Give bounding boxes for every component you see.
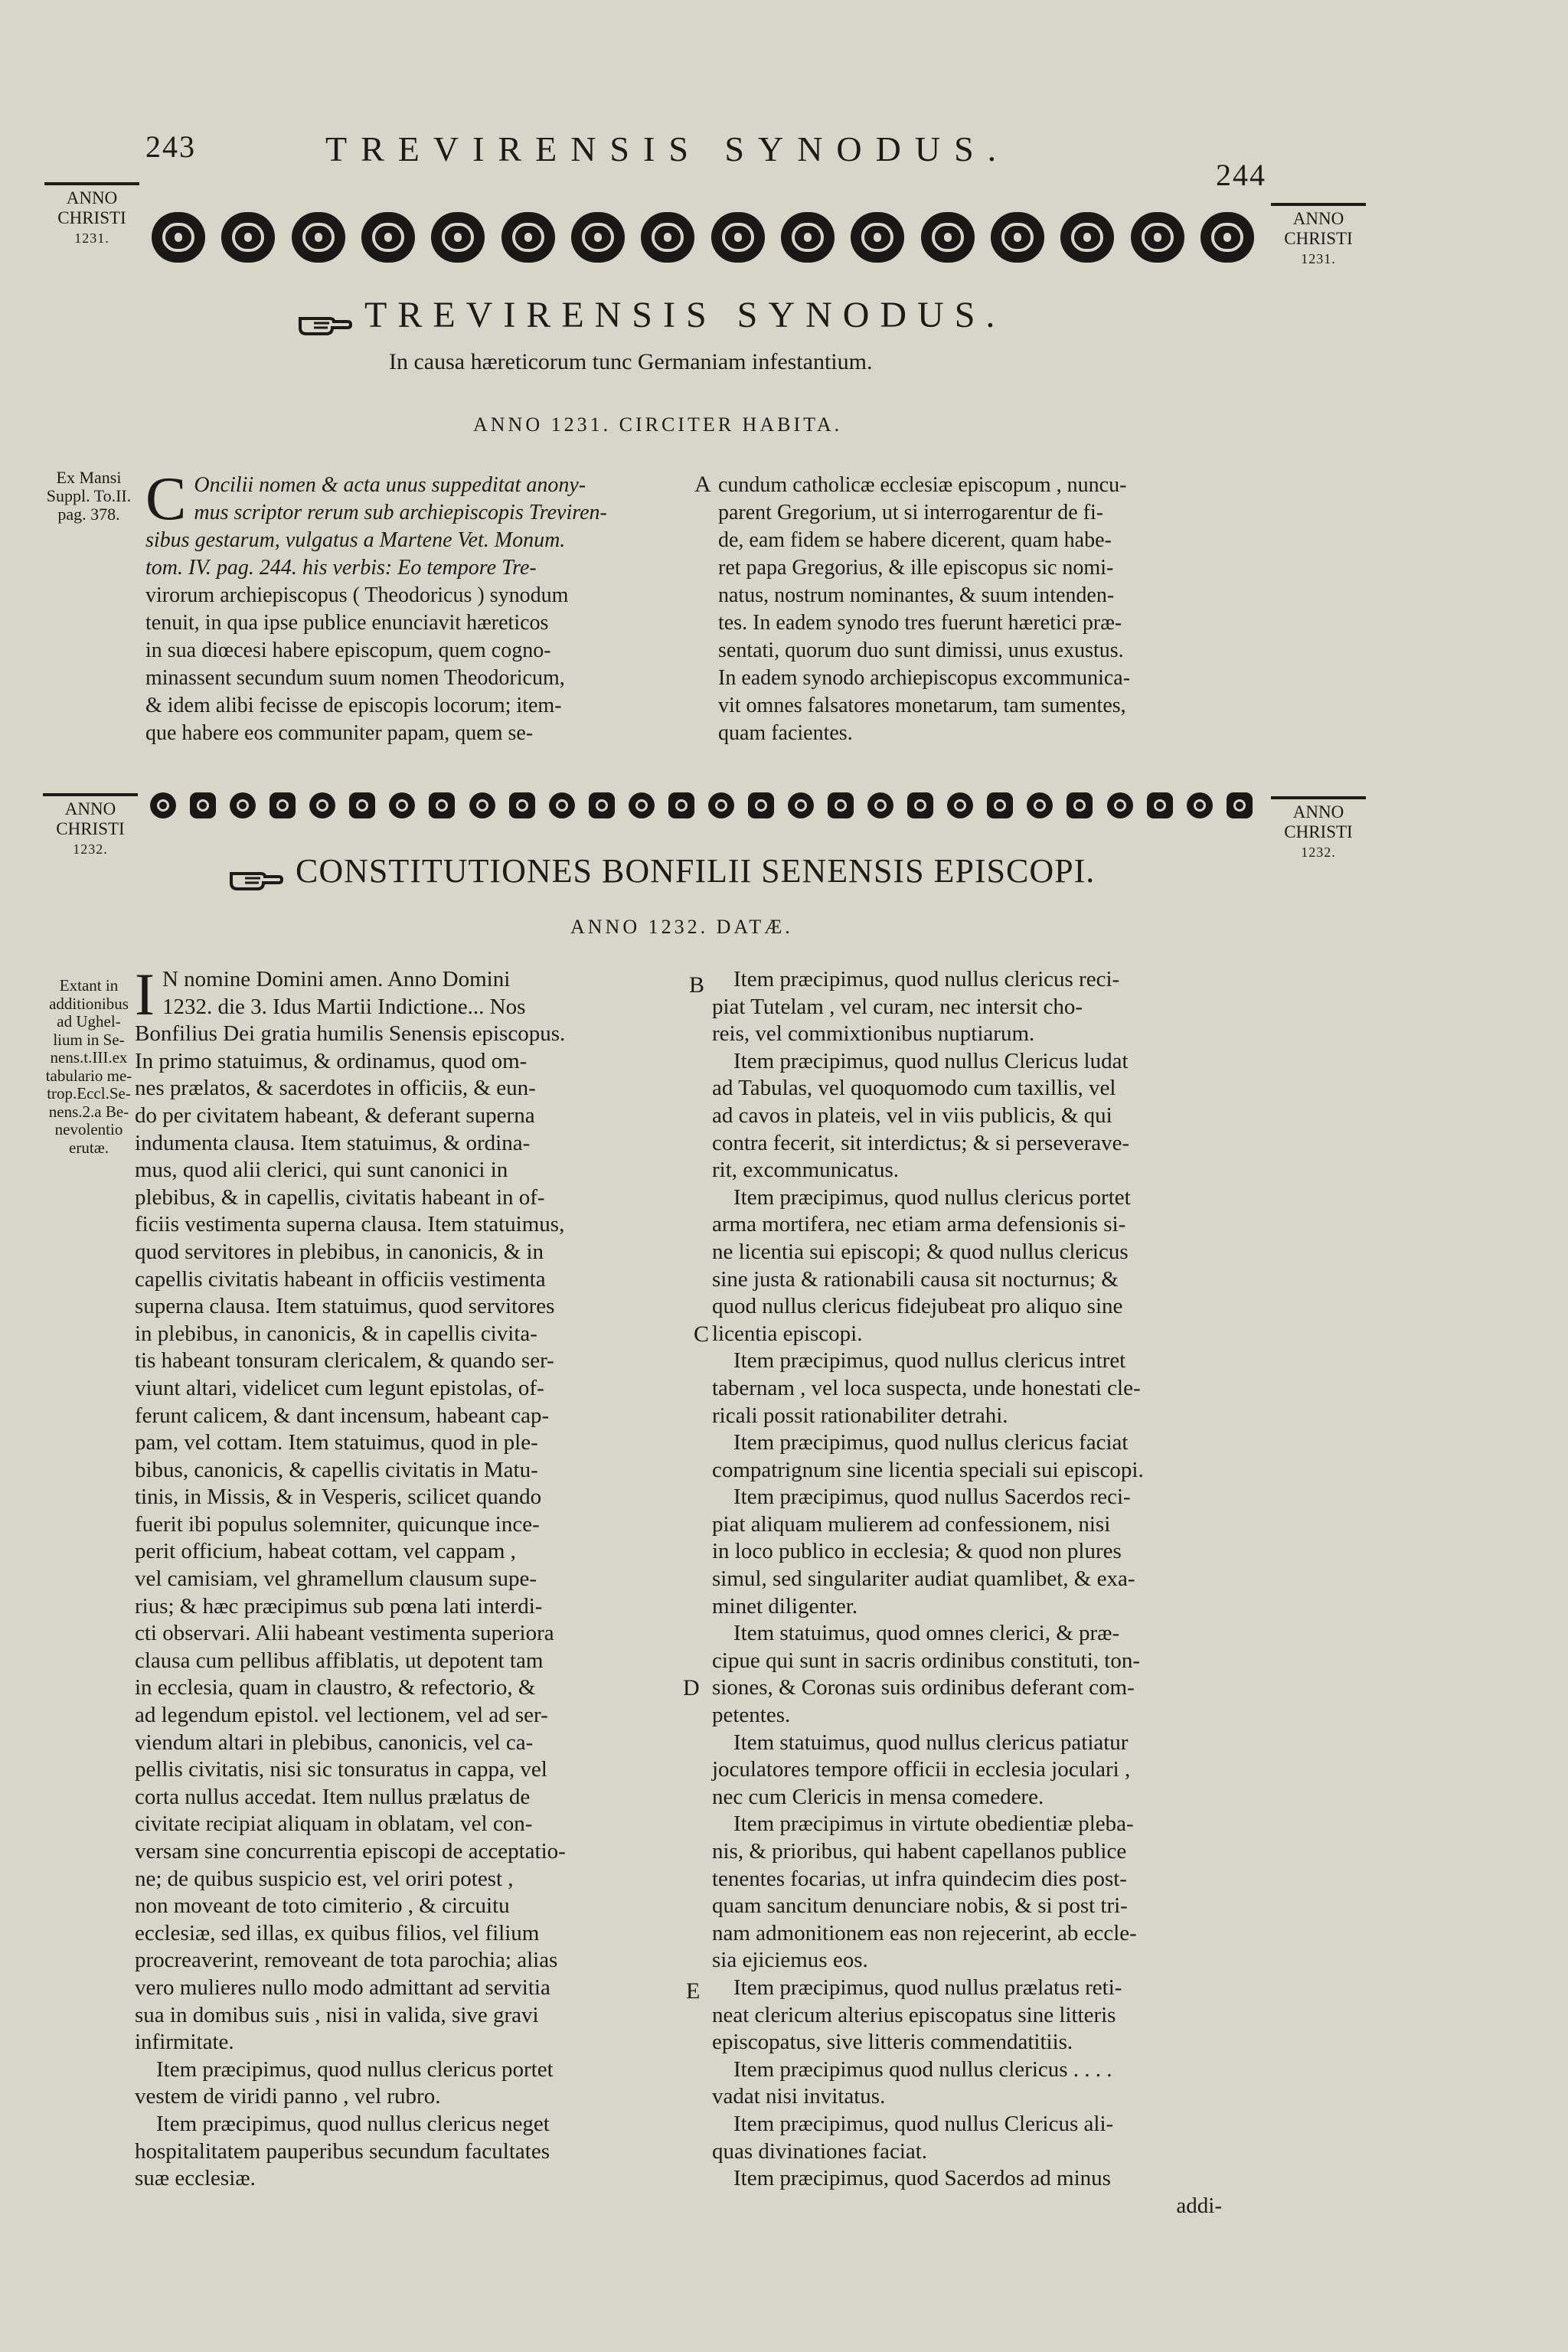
text-line: vit omnes falsatores monetarum, tam sumentes, <box>718 694 1126 717</box>
text-line: contra fecerit, sit interdictus; & si perseveravе- <box>712 1130 1130 1155</box>
text-line: N nomine Domini amen. Anno Domini <box>162 967 511 991</box>
text-line: pellis civitatis, nisi sic tonsuratus in cappa, vel <box>135 1757 547 1782</box>
text-line: que habere eos communiter papam, quem se- <box>145 721 534 745</box>
fleuron-ornament <box>1227 792 1253 818</box>
text-line: minet diligenter. <box>712 1593 858 1619</box>
text-line: minassent secundum suum nomen Theodoricum, <box>145 666 565 690</box>
text-line: sine justa & rationabili causa sit nocturnus; & <box>712 1266 1119 1292</box>
section-marker-d: D <box>683 1675 700 1700</box>
text-line: perit officium, habeat cottam, vel cappam , <box>135 1539 516 1564</box>
running-head-title: TREVIRENSIS SYNODUS. <box>325 129 1011 168</box>
fleuron-ornament <box>221 212 275 263</box>
fleuron-ornament <box>748 792 774 818</box>
fleuron-ornament <box>668 792 694 818</box>
margin-year: 1232. <box>1301 844 1336 860</box>
fleuron-ornament <box>1147 792 1173 818</box>
fleuron-ornament <box>431 212 485 263</box>
text-line: suæ ecclesiæ. <box>135 2166 256 2191</box>
text-line: ricali possit rationabiliter detrahi. <box>712 1403 1008 1428</box>
text-line: quam facientes. <box>718 721 853 745</box>
side-note-line: Ex Mansi <box>56 468 122 487</box>
side-note-line: tabulario me- <box>45 1066 132 1085</box>
text-line: Item præcipimus, quod nullus prælatus reti- <box>733 1975 1122 2000</box>
margin-christi: CHRISTI <box>1284 822 1353 841</box>
fleuron-ornament <box>907 792 933 818</box>
page-number-right: 244 <box>1216 158 1266 192</box>
text-line: cti observari. Alii habeant vestimenta superiora <box>135 1621 554 1646</box>
margin-rule <box>44 182 139 185</box>
text-line: simul, sed singulariter audiat quamlibet, & exa- <box>712 1566 1135 1592</box>
text-line: nec cum Clericis in mensa comedere. <box>712 1784 1044 1809</box>
text-line: ficiis vestimenta superna clausa. Item statuimus, <box>135 1212 565 1237</box>
fleuron-ornament <box>230 792 256 818</box>
text-line: in loco publico in ecclesia; & quod non plures <box>712 1539 1122 1564</box>
drop-cap: I <box>135 961 155 1027</box>
margin-rule <box>1271 203 1366 206</box>
text-line: procreaverint, removeant de tota parochia; alias <box>135 1948 558 1973</box>
text-line: infirmitate. <box>135 2030 234 2055</box>
fleuron-ornament <box>641 212 694 263</box>
fleuron-ornament <box>947 792 973 818</box>
margin-year-top-right <box>1265 203 1372 269</box>
section1-subtitle: In causa hæreticorum tunc Germaniam infestantium. <box>389 349 873 374</box>
text-line: ne; de quibus suspicio est, vel oriri potest , <box>135 1866 514 1891</box>
text-line: piat Tutelam , vel curam, nec intersit cho- <box>712 994 1083 1019</box>
fleuron-ornament <box>509 792 535 818</box>
text-line: virorum archiepiscopus ( Theodoricus ) synodum <box>145 583 569 607</box>
text-line: in plebibus, in canonicis, & in capellis civita- <box>135 1321 537 1346</box>
fleuron-ornament <box>549 792 575 818</box>
text-line: parent Gregorium, ut si interrogarentur de fi- <box>718 501 1104 524</box>
margin-anno: ANNO <box>1292 802 1344 822</box>
text-line: nis, & prioribus, qui habent capellanos publice <box>712 1839 1127 1864</box>
fleuron-ornament <box>361 212 415 263</box>
fleuron-ornament <box>389 792 415 818</box>
text-line: do per civitatem habeant, & deferant superna <box>135 1102 535 1128</box>
fleuron-ornament <box>1027 792 1053 818</box>
text-line: In eadem synodo archiepiscopus excommunica- <box>718 666 1131 690</box>
fleuron-ornament <box>469 792 495 818</box>
text-line: tenentes focarias, ut infra quindecim dies post- <box>712 1866 1127 1891</box>
text-line: superna clausa. Item statuimus, quod servitores <box>135 1294 555 1319</box>
section2-left-column <box>135 961 684 2193</box>
fleuron-ornament <box>150 792 176 818</box>
side-note-line: lium in Se- <box>53 1030 125 1049</box>
side-note-line: erutæ. <box>69 1138 109 1157</box>
section-marker-a: A <box>694 472 711 497</box>
text-line: sia ejiciemus eos. <box>712 1948 868 1973</box>
text-line: siones, & Coronas suis ordinibus deferant com- <box>712 1675 1135 1700</box>
text-line: Item præcipimus, quod nullus clericus reci- <box>733 967 1120 991</box>
section1-heading <box>299 294 1005 337</box>
section2-heading <box>230 851 1095 892</box>
text-line: compatrignum sine licentia speciali sui episcopi. <box>712 1457 1144 1482</box>
text-line: Item statuimus, quod nullus clericus patiatur <box>733 1730 1129 1755</box>
side-note-line: Extant in <box>59 976 119 995</box>
text-line: Item præcipimus, quod nullus clericus portet <box>733 1184 1131 1210</box>
margin-christi: CHRISTI <box>57 208 126 227</box>
pointing-hand-icon <box>230 866 283 892</box>
margin-year-mid-right <box>1265 796 1372 862</box>
text-line: capellis civitatis habeant in officiis vestimenta <box>135 1266 546 1292</box>
text-line: tom. IV. pag. 244. his verbis: Eo tempore Tre- <box>145 556 537 580</box>
text-line: rit, excommunicatus. <box>712 1158 900 1183</box>
text-line: cundum catholicæ ecclesiæ episcopum , nuncu- <box>718 473 1127 497</box>
text-line: petentes. <box>712 1703 791 1728</box>
fleuron-ornament <box>867 792 893 818</box>
margin-year: 1231. <box>74 230 109 246</box>
side-note-line: additionibus <box>49 994 129 1013</box>
text-line: piat aliquam mulierem ad confessionem, nisi <box>712 1511 1111 1537</box>
text-line: ferunt calicem, & dant incensum, habeant cap- <box>135 1403 550 1428</box>
fleuron-ornament <box>190 792 216 818</box>
section1-anno: ANNO 1231. CIRCITER HABITA. <box>473 413 843 436</box>
text-line: vel camisiam, vel ghramellum clausum supe- <box>135 1566 537 1592</box>
text-line: licentia episcopi. <box>712 1321 863 1346</box>
side-note-line: trop.Eccl.Se- <box>47 1084 131 1102</box>
fleuron-ornament <box>1131 212 1184 263</box>
section-marker-b: B <box>689 972 705 998</box>
text-line: ne licentia sui episcopi; & quod nullus clericus <box>712 1239 1129 1264</box>
text-line: In primo statuimus, & ordinamus, quod om- <box>135 1048 528 1073</box>
text-line: mus, quod alii clerici, qui sunt canonici in <box>135 1158 508 1183</box>
section2-anno: ANNO 1232. DATÆ. <box>570 916 793 938</box>
margin-christi: CHRISTI <box>1284 229 1353 248</box>
margin-anno: ANNO <box>64 799 116 818</box>
text-line: tes. In eadem synodo tres fuerunt hæretici præ- <box>718 611 1122 635</box>
text-line: quod nullus clericus fidejubeat pro aliquo sine <box>712 1294 1123 1319</box>
text-line: viunt altari, videlicet cum legunt epistolas, of- <box>135 1375 544 1400</box>
side-note-line: nevolentio <box>54 1120 123 1138</box>
text-line: in ecclesia, quam in claustro, & refectorio, & <box>135 1675 536 1700</box>
section1-title: TREVIRENSIS SYNODUS. <box>364 295 1006 335</box>
section1-side-note <box>38 469 139 524</box>
ornament-band-top <box>152 203 1254 272</box>
page-number-left: 243 <box>145 129 196 164</box>
text-line: Item præcipimus, quod nullus clericus faciat <box>733 1430 1129 1455</box>
text-line: tabernam , vel loca suspecta, unde honestati cle- <box>712 1375 1141 1400</box>
text-line: Item præcipimus, quod Sacerdos ad minus <box>733 2166 1111 2191</box>
text-line: vadat nisi invitatus. <box>712 2084 886 2109</box>
text-line: vero mulieres nullo modo admittant ad servitia <box>135 1975 550 2000</box>
catchword: addi- <box>1176 2193 1222 2218</box>
fleuron-ornament <box>270 792 296 818</box>
text-line: vestem de viridi panno , vel rubro. <box>135 2084 441 2109</box>
text-line: ad cavos in plateis, vel in viis publicis, & qui <box>712 1102 1112 1128</box>
text-line: de, eam fidem se habere dicerent, quam habe- <box>718 528 1112 552</box>
text-line: Item præcipimus, quod nullus Clericus ludat <box>733 1048 1129 1073</box>
text-line: clausa cum pellibus affiblatis, ut depotent tam <box>135 1648 544 1673</box>
text-line: ecclesiæ, sed illas, ex quibus filios, vel filium <box>135 1920 540 1945</box>
text-line: quam sancitum denunciare nobis, & si post tri- <box>712 1893 1128 1919</box>
fleuron-ornament <box>1107 792 1133 818</box>
margin-year-mid-left <box>37 793 144 859</box>
text-line: Item præcipimus, quod nullus Sacerdos reci- <box>733 1485 1131 1510</box>
text-line: tis habeant tonsuram clericalem, & quando ser- <box>135 1348 554 1374</box>
text-line: versam sine concurrentia episcopi de acceptatio- <box>135 1839 566 1864</box>
text-line: rius; & hæc præcipimus sub pœna lati interdi- <box>135 1593 543 1619</box>
margin-year: 1231. <box>1301 251 1336 266</box>
side-note-line: ad Ughel- <box>57 1012 121 1031</box>
ornament-band-middle <box>150 782 1253 828</box>
text-line: sentati, quorum duo sunt dimissi, unus exustus. <box>718 639 1124 662</box>
text-line: natus, nostrum nominantes, & suum intenden- <box>718 583 1115 607</box>
text-line: neat clericum alterius episcopatus sine litteris <box>712 2002 1116 2027</box>
side-note-line: nens.t.III.ex <box>50 1048 128 1067</box>
text-line: Item præcipimus, quod nullus clericus portet <box>156 2056 554 2082</box>
fleuron-ornament <box>152 212 205 263</box>
text-line: episcopatus, sive litteris commendatitiis. <box>712 2030 1073 2055</box>
fleuron-ornament <box>708 792 734 818</box>
text-line: bibus, canonicis, & capellis civitatis in Matu- <box>135 1457 538 1482</box>
text-line: civitate recipiat aliquam in oblatam, vel con- <box>135 1811 533 1837</box>
text-line: ad Tabulas, vel quoquomodo cum taxillis, vel <box>712 1076 1116 1101</box>
text-line: Item præcipimus quod nullus clericus . . . . <box>733 2056 1112 2082</box>
text-line: Oncilii nomen & acta unus suppeditat anony- <box>194 473 586 497</box>
text-line: in sua diœcesi habere episcopum, quem cogno- <box>145 639 551 662</box>
fleuron-ornament <box>349 792 375 818</box>
section2-right-column <box>712 966 1253 2220</box>
text-line: pam, vel cottam. Item statuimus, quod in ple- <box>135 1430 538 1455</box>
text-line: hospitalitatem pauperibus secundum facultates <box>135 2138 550 2164</box>
section-marker-e: E <box>686 1978 701 2004</box>
text-line: viendum altari in plebibus, canonicis, vel ca- <box>135 1730 534 1755</box>
fleuron-ornament <box>429 792 455 818</box>
fleuron-ornament <box>1187 792 1213 818</box>
drop-cap: C <box>145 466 187 533</box>
text-line: plebibus, & in capellis, civitatis habeant in of- <box>135 1184 545 1210</box>
margin-year: 1232. <box>73 841 108 857</box>
margin-year-top-left <box>38 182 145 248</box>
fleuron-ornament <box>788 792 814 818</box>
text-line: nam admonitionem eas non rejecerint, ab eccle- <box>712 1920 1137 1945</box>
text-line: Item præcipimus, quod nullus clericus neget <box>156 2111 550 2136</box>
fleuron-ornament <box>828 792 854 818</box>
side-note-line: Suppl. To.II. <box>46 486 132 505</box>
text-line: joculatores tempore officii in ecclesia joculari , <box>712 1757 1131 1782</box>
text-line: ad legendum epistol. vel lectionem, vel ad ser- <box>135 1703 548 1728</box>
fleuron-ornament <box>589 792 615 818</box>
section2-side-note <box>38 977 139 1157</box>
text-line: quas divinationes faciat. <box>712 2138 928 2164</box>
text-line: Item præcipimus in virtute obedientiæ pleba- <box>733 1811 1134 1837</box>
fleuron-ornament <box>501 212 555 263</box>
pointing-hand-icon <box>299 311 352 337</box>
text-line: sua in domibus suis , nisi in valida, sive gravi <box>135 2002 539 2027</box>
margin-anno: ANNO <box>66 188 118 207</box>
text-line: reis, vel commixtionibus nuptiarum. <box>712 1021 1035 1047</box>
text-line: corta nullus accedat. Item nullus prælatus de <box>135 1784 531 1809</box>
text-line: mus scriptor rerum sub archiepiscopis Treviren- <box>194 501 607 524</box>
text-line: cipue qui sunt in sacris ordinibus constituti, ton- <box>712 1648 1141 1673</box>
fleuron-ornament <box>991 212 1044 263</box>
section1-left-column <box>145 466 693 747</box>
text-line: fuerit ibi populus solemniter, quicunque ince- <box>135 1511 540 1537</box>
text-line: sibus gestarum, vulgatus a Martene Vet. Monum. <box>145 528 566 552</box>
text-line: non moveant de toto cimiterio , & circuitu <box>135 1893 510 1919</box>
text-line: quod servitores in plebibus, in canonicis, & in <box>135 1239 544 1264</box>
text-line: Item præcipimus, quod nullus clericus intret <box>733 1348 1126 1374</box>
text-line: arma mortifera, nec etiam arma defensionis si- <box>712 1212 1126 1237</box>
fleuron-ornament <box>1060 212 1114 263</box>
text-line: & idem alibi fecisse de episcopis locorum; item- <box>145 694 562 717</box>
side-note-line: nens.2.a Be- <box>48 1102 129 1121</box>
fleuron-ornament <box>711 212 765 263</box>
side-note-line: pag. 378. <box>57 505 120 524</box>
text-line: 1232. die 3. Idus Martii Indictione... Nos <box>162 994 526 1019</box>
text-line: Item statuimus, quod omnes clerici, & præ- <box>733 1621 1120 1646</box>
margin-christi: CHRISTI <box>56 819 125 838</box>
text-line: tinis, in Missis, & in Vesperis, scilicet quando <box>135 1485 542 1510</box>
fleuron-ornament <box>1067 792 1093 818</box>
text-line: ret papa Gregorius, & ille episcopus sic nomi- <box>718 556 1114 580</box>
section1-right-column <box>718 472 1254 747</box>
fleuron-ornament <box>987 792 1013 818</box>
fleuron-ornament <box>921 212 975 263</box>
margin-rule <box>43 793 138 796</box>
text-line: Item præcipimus, quod nullus Clericus ali- <box>733 2111 1114 2136</box>
margin-anno: ANNO <box>1292 209 1344 228</box>
text-line: nes prælatos, & sacerdotes in officiis, & eun- <box>135 1076 536 1101</box>
fleuron-ornament <box>851 212 904 263</box>
fleuron-ornament <box>1200 212 1254 263</box>
fleuron-ornament <box>781 212 835 263</box>
section-marker-c: C <box>694 1321 710 1347</box>
margin-rule <box>1271 796 1366 799</box>
section2-title: CONSTITUTIONES BONFILII SENENSIS EPISCOPI. <box>296 852 1096 890</box>
fleuron-ornament <box>629 792 655 818</box>
text-line: tenuit, in qua ipse publice enunciavit hæreticos <box>145 611 549 635</box>
fleuron-ornament <box>292 212 345 263</box>
fleuron-ornament <box>309 792 335 818</box>
text-line: indumenta clausa. Item statuimus, & ordina- <box>135 1130 531 1155</box>
fleuron-ornament <box>571 212 625 263</box>
text-line: Bonfilius Dei gratia humilis Senensis episcopus. <box>135 1021 566 1047</box>
